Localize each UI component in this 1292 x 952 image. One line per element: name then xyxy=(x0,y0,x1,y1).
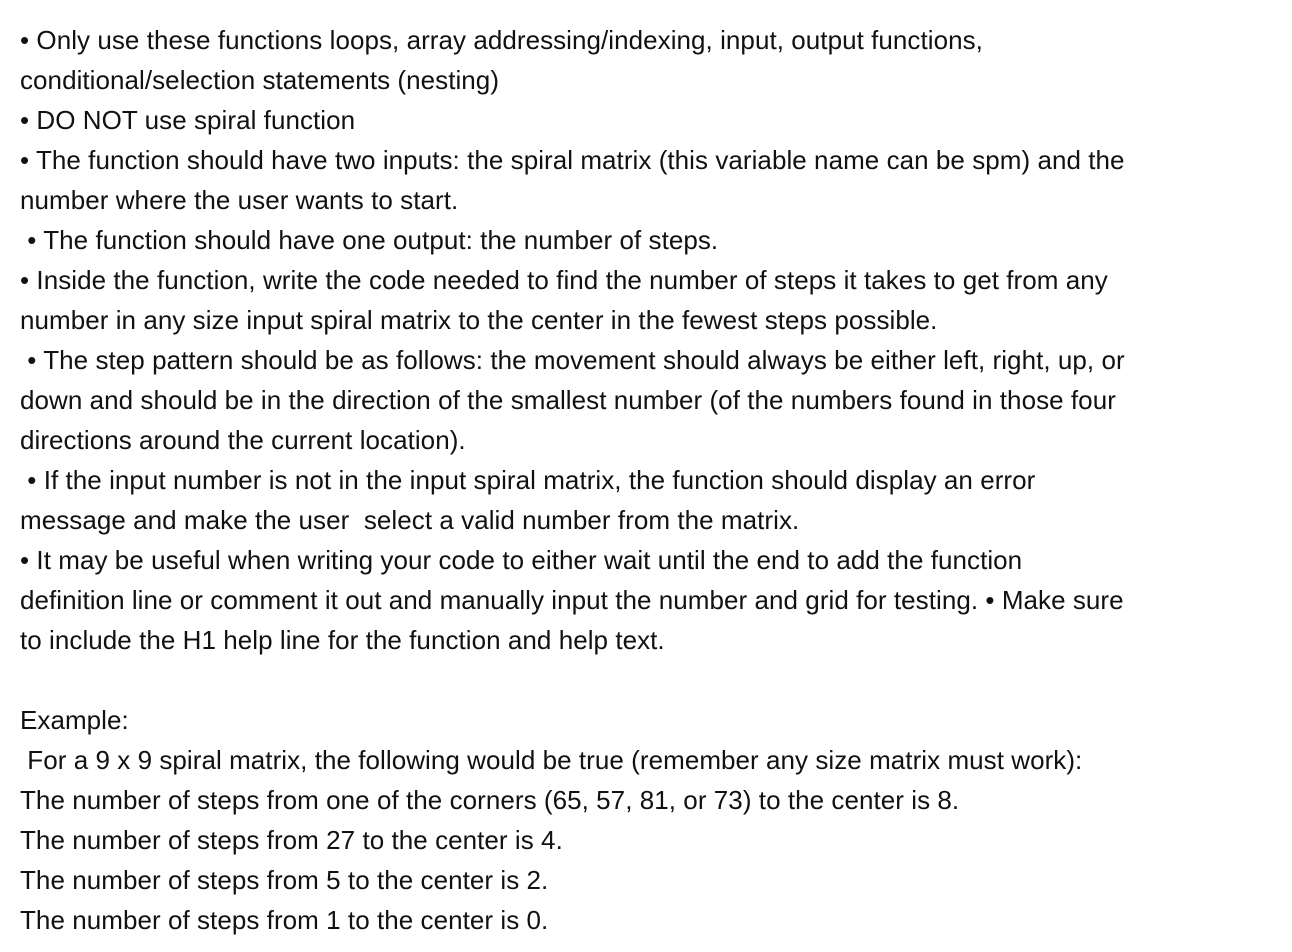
text-line: • The function should have two inputs: the spiral matrix (this variable name can be spm) and the xyxy=(20,145,1125,175)
text-line: number where the user wants to start. xyxy=(20,185,459,215)
text-line: • The function should have one output: the number of steps. xyxy=(20,225,719,255)
example-heading: Example: xyxy=(20,705,129,735)
text-line: The number of steps from one of the corners (65, 57, 81, or 73) to the center is 8. xyxy=(20,785,960,815)
text-line: directions around the current location). xyxy=(20,425,466,455)
text-line: to include the H1 help line for the function and help text. xyxy=(20,625,665,655)
text-line: number in any size input spiral matrix to the center in the fewest steps possible. xyxy=(20,305,938,335)
text-line: The number of steps from 1 to the center is 0. xyxy=(20,905,549,935)
text-line: For a 9 x 9 spiral matrix, the following would be true (remember any size matrix must work): xyxy=(20,745,1083,775)
text-line: • It may be useful when writing your code to either wait until the end to add the function xyxy=(20,545,1023,575)
text-line: • Inside the function, write the code needed to find the number of steps it takes to get from any xyxy=(20,265,1108,295)
text-line: • The step pattern should be as follows: the movement should always be either left, right, up, or xyxy=(20,345,1125,375)
text-line: message and make the user select a valid number from the matrix. xyxy=(20,505,800,535)
text-line: down and should be in the direction of the smallest number (of the numbers found in those four xyxy=(20,385,1116,415)
text-line: conditional/selection statements (nesting) xyxy=(20,65,500,95)
text-line: • Only use these functions loops, array addressing/indexing, input, output functions, xyxy=(20,25,983,55)
text-line: definition line or comment it out and manually input the number and grid for testing. • Make sure xyxy=(20,585,1124,615)
blank-line xyxy=(20,660,1292,700)
text-line: The number of steps from 27 to the center is 4. xyxy=(20,825,563,855)
text-line: • If the input number is not in the input spiral matrix, the function should display an error xyxy=(20,465,1036,495)
text-line: The number of steps from 5 to the center is 2. xyxy=(20,865,549,895)
text-line: • DO NOT use spiral function xyxy=(20,105,356,135)
